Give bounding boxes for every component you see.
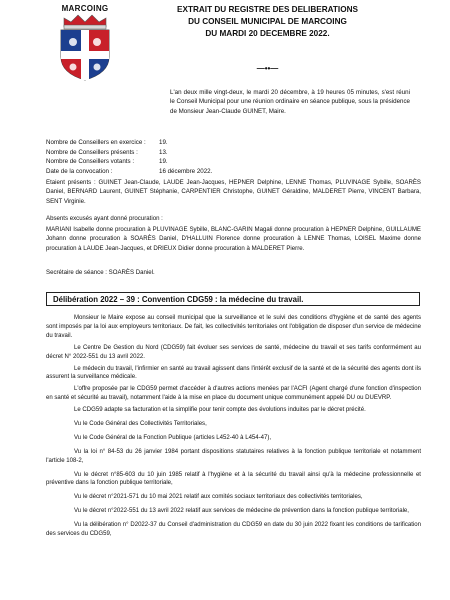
present-members: Etaient présents : GUINET Jean-Claude, LAUDE Jean-Jacques, HEPNER Delphine, LENNE Thomas, PLUVINAGE Sybille, SOARÈS Daniel, BERNARD Laurent, GUINET Stéphanie, CARPENTIER Christophe, GUINET Géraldine, MALDERET Pierre, VINCENT Barbara, SENT Virginie.	[46, 179, 421, 205]
stat-label: Nombre de Conseillers en exercice :	[46, 139, 146, 146]
title-separator: —••—	[256, 64, 279, 73]
session-secretary: Secrétaire de séance : SOARÈS Daniel.	[46, 269, 155, 276]
absent-title: Absents excusés ayant donné procuration :	[46, 215, 163, 222]
attendance-stats	[46, 138, 212, 176]
stat-label: Date de la convocation :	[46, 167, 113, 175]
legal-reference: Vu la délibération n° D2022-37 du Conseil d'administration du CDG59 en date du 30 juin 2022 fixant les conditions de tarification des services du CDG59,	[46, 521, 421, 537]
stat-value: 19.	[159, 158, 168, 166]
legal-reference: Vu le décret n°2022-551 du 13 avril 2022 relatif aux services de médecine de prévention dans la fonction publique territoriale,	[74, 508, 409, 515]
stat-row	[46, 167, 212, 177]
deliberation-title: Délibération 2022 – 39 : Convention CDG59 : la médecine du travail.	[46, 292, 420, 306]
stat-label: Nombre de Conseillers votants :	[46, 158, 135, 166]
body-paragraph: Le médecin du travail, l'infirmier en santé au travail agissent dans l'intérêt exclusif de la santé et de la sécurité des agents dont ils assurent la surveillance médicale.	[46, 365, 421, 381]
body-paragraph: Monsieur le Maire expose au conseil municipal que la surveillance et le suivi des conditions d'hygiène et de santé des agents sont imposés par la loi aux employeurs territoriaux. De fait, les collectivités territoriales ont l'obligation de disposer d'un service de médecine du travail.	[46, 315, 421, 339]
legal-reference: Vu le Code Général de la Fonction Publique (articles L452-40 à L454-47),	[74, 435, 272, 442]
stat-row	[46, 138, 212, 148]
town-name: MARCOING	[61, 4, 109, 13]
deliberation-body	[46, 314, 421, 542]
stat-value: 19.	[159, 139, 168, 146]
intro-paragraph: L'an deux mille vingt-deux, le mardi 20 décembre, à 19 heures 05 minutes, s'est réuni le Conseil Municipal pour une réunion ordinaire en séance publique, sous la présidence de Monsieur Jean-Claude GUINET, Maire.	[170, 89, 410, 115]
title-line-1: EXTRAIT DU REGISTRE DES DELIBERATIONS	[177, 5, 358, 14]
title-line-3: DU MARDI 20 DECEMBRE 2022.	[205, 29, 330, 38]
legal-reference: Vu le décret n°85-603 du 10 juin 1985 relatif à l'hygiène et à la sécurité du travail ainsi qu'à la médecine professionnelle et préventive dans la fonction publique territoriale,	[46, 471, 421, 487]
document-title	[140, 4, 395, 40]
stat-label: Nombre de Conseillers présents :	[46, 148, 138, 156]
stat-value: 16 décembre 2022.	[159, 167, 213, 175]
body-paragraph: L'offre proposée par le CDG59 permet d'accéder à d'autres actions menées par l'ACFI (Agent chargé d'une fonction d'inspection en santé et sécurité au travail), notamment l'aide à la mise en place du document unique communément appelé DU ou DUEVRP.	[46, 386, 421, 402]
town-logo	[50, 4, 120, 84]
legal-reference: Vu la loi n° 84-53 du 26 janvier 1984 portant dispositions statutaires relatives à la fonction publique territoriale et notamment l'article 108-2,	[46, 448, 421, 464]
coat-of-arms-icon	[54, 13, 116, 81]
title-line-2: DU CONSEIL MUNICIPAL DE MARCOING	[188, 17, 347, 26]
body-paragraph: Le CDG59 adapte sa facturation et la simplifie pour tenir compte des évolutions induites par le décret précité.	[74, 407, 366, 414]
body-paragraph: Le Centre De Gestion du Nord (CDG59) fait évoluer ses services de santé, médecine du travail et ses tarifs conformément au décret N° 2022-551 du 13 avril 2022.	[46, 344, 421, 360]
legal-reference: Vu le décret n°2021-571 du 10 mai 2021 relatif aux comités sociaux territoriaux des collectivités territoriales,	[74, 494, 363, 501]
stat-row	[46, 157, 212, 167]
absent-proxies: MARIANI Isabelle donne procuration à PLUVINAGE Sybille, BLANC-GARIN Magali donne procuration à HEPNER Delphine, GUILLAUME Johann donne procuration à SOARÈS Daniel, D'HALLUIN Florence donne procuration à LENNE Thomas, LOISEL Maxime donne procuration à LAUDE Jean-Jacques, et DRIEUX Didier donne procuration à MALDERET Pierre.	[46, 226, 421, 252]
stat-row	[46, 148, 212, 158]
legal-reference: Vu le Code Général des Collectivités Territoriales,	[74, 421, 207, 428]
stat-value: 13.	[159, 148, 168, 156]
